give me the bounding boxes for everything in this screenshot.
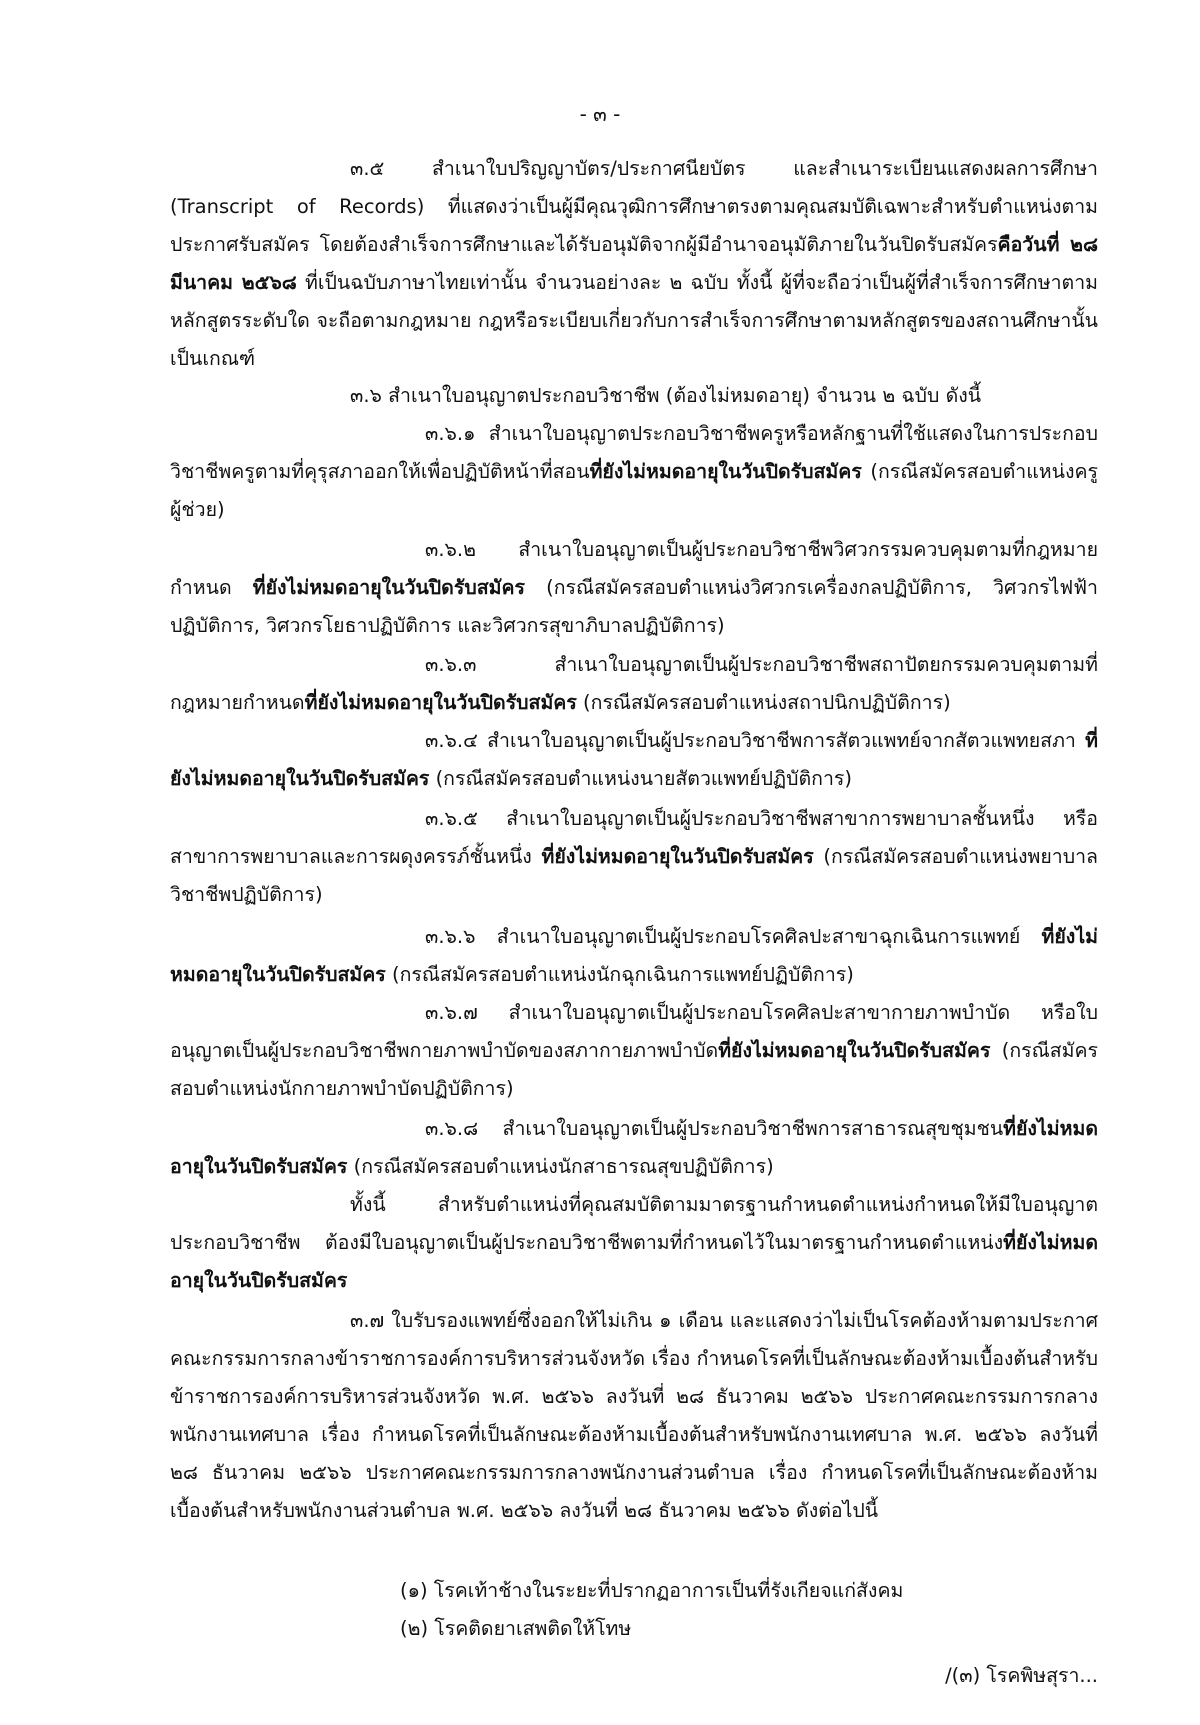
paragraph-3-7: ๓.๗ ใบรับรองแพทย์ซึ่งออกให้ไม่เกิน ๑ เดือน และแสดงว่าไม่เป็นโรคต้องห้ามตามประกาศคณะกรรมการกลางข้าราชการองค์การบริหารส่วนจังหวัด เรื่อง กำหนดโรคที่เป็นลักษณะต้องห้ามเบื้องต้นสำหรับข้าราชการองค์การบริหารส่วนจังหวัด พ.ศ. ๒๕๖๖ ลงวันที่ ๒๘ ธันวาคม ๒๕๖๖ ประกาศคณะกรรมการกลางพนักงานเทศบาล เรื่อง กำหนดโรคที่เป็นลักษณะต้องห้ามเบื้องต้นสำหรับพนักงานเทศบาล พ.ศ. ๒๕๖๖ ลงวันที่ ๒๘ ธันวาคม ๒๕๖๖ ประกาศคณะกรรมการกลางพนักงานส่วนตำบล เรื่อง กำหนดโรคที่เป็นลักษณะต้องห้ามเบื้องต้นสำหรับพนักงานส่วนตำบล พ.ศ. ๒๕๖๖ ลงวันที่ ๒๘ ธันวาคม ๒๕๖๖ ดังต่อไปนี้ [170, 1309, 1098, 1522]
section-3-6-8 [170, 1110, 1098, 1186]
paragraph-3-6-6: ๓.๖.๖ สำเนาใบอนุญาตเป็นผู้ประกอบโรคศิลปะสาขาฉุกเฉินการแพทย์ ที่ยังไม่หมดอายุในวันปิดรับสมัคร (กรณีสมัครสอบตำแหน่งนักฉุกเฉินการแพทย์ปฏิบัติการ) [170, 925, 1098, 986]
section-3-7 [170, 1302, 1098, 1530]
paragraph-3-6-7: ๓.๖.๗ สำเนาใบอนุญาตเป็นผู้ประกอบโรคศิลปะสาขากายภาพบำบัด หรือใบอนุญาตเป็นผู้ประกอบวิชาชีพกายภาพบำบัดของสภากายภาพบำบัดที่ยังไม่หมดอายุในวันปิดรับสมัคร (กรณีสมัครสอบตำแหน่งนักกายภาพบำบัดปฏิบัติการ) [170, 1001, 1098, 1100]
section-3-6-6 [170, 918, 1098, 994]
section-3-6-3 [170, 646, 1098, 722]
section-note [170, 1186, 1098, 1300]
list-item: (๒) โรคติดยาเสพติดให้โทษ [400, 1617, 632, 1640]
section-3-5 [170, 150, 1098, 378]
paragraph-3-6-3: ๓.๖.๓ สำเนาใบอนุญาตเป็นผู้ประกอบวิชาชีพสถาปัตยกรรมควบคุมตามที่กฎหมายกำหนดที่ยังไม่หมดอายุในวันปิดรับสมัคร (กรณีสมัครสอบตำแหน่งสถาปนิกปฏิบัติการ) [170, 653, 1098, 714]
continuation-marker: /(๓) โรคพิษสุรา... [945, 1664, 1098, 1687]
page-number: - ๓ - [579, 102, 621, 126]
section-3-6-1 [170, 415, 1098, 529]
paragraph-3-6-1: ๓.๖.๑ สำเนาใบอนุญาตประกอบวิชาชีพครูหรือหลักฐานที่ใช้แสดงในการประกอบวิชาชีพครูตามที่คุรุสภาออกให้เพื่อปฏิบัติหน้าที่สอนที่ยังไม่หมดอายุในวันปิดรับสมัคร (กรณีสมัครสอบตำแหน่งครูผู้ช่วย) [170, 422, 1098, 521]
disease-list [170, 1572, 1098, 1648]
paragraph-3-6-2: ๓.๖.๒ สำเนาใบอนุญาตเป็นผู้ประกอบวิชาชีพวิศวกรรมควบคุมตามที่กฎหมายกำหนด ที่ยังไม่หมดอายุในวันปิดรับสมัคร (กรณีสมัครสอบตำแหน่งวิศวกรเครื่องกลปฏิบัติการ, วิศวกรไฟฟ้าปฏิบัติการ, วิศวกรโยธาปฏิบัติการ และวิศวกรสุขาภิบาลปฏิบัติการ) [170, 538, 1098, 637]
paragraph-3-6-5: ๓.๖.๕ สำเนาใบอนุญาตเป็นผู้ประกอบวิชาชีพสาขาการพยาบาลชั้นหนึ่ง หรือสาขาการพยาบาลและการผดุงครรภ์ชั้นหนึ่ง ที่ยังไม่หมดอายุในวันปิดรับสมัคร (กรณีสมัครสอบตำแหน่งพยาบาลวิชาชีพปฏิบัติการ) [170, 807, 1098, 906]
paragraph-3-5: ๓.๕ สำเนาใบปริญญาบัตร/ประกาศนียบัตร และสำเนาระเบียนแสดงผลการศึกษา (Transcript of Records) ที่แสดงว่าเป็นผู้มีคุณวุฒิการศึกษาตรงตามคุณสมบัติเฉพาะสำหรับตำแหน่งตามประกาศรับสมัคร โดยต้องสำเร็จการศึกษาและได้รับอนุมัติจากผู้มีอำนาจอนุมัติภายในวันปิดรับสมัครคือวันที่ ๒๘ มีนาคม ๒๕๖๘ ที่เป็นฉบับภาษาไทยเท่านั้น จำนวนอย่างละ ๒ ฉบับ ทั้งนี้ ผู้ที่จะถือว่าเป็นผู้ที่สำเร็จการศึกษาตามหลักสูตรระดับใด จะถือตามกฎหมาย กฎหรือระเบียบเกี่ยวกับการสำเร็จการศึกษาตามหลักสูตรของสถานศึกษานั้นเป็นเกณฑ์ [170, 157, 1098, 370]
section-3-6-2 [170, 531, 1098, 645]
section-3-6-4 [170, 722, 1098, 798]
section-3-6-5 [170, 800, 1098, 914]
paragraph-3-6: ๓.๖ สำเนาใบอนุญาตประกอบวิชาชีพ (ต้องไม่หมดอายุ) จำนวน ๒ ฉบับ ดังนี้ [350, 384, 982, 407]
section-3-6-7 [170, 994, 1098, 1108]
section-3-6 [170, 377, 1098, 415]
list-item: (๑) โรคเท้าช้างในระยะที่ปรากฏอาการเป็นที่รังเกียจแก่สังคม [400, 1579, 904, 1602]
paragraph-note: ทั้งนี้ สำหรับตำแหน่งที่คุณสมบัติตามมาตรฐานกำหนดตำแหน่งกำหนดให้มีใบอนุญาตประกอบวิชาชีพ ต้องมีใบอนุญาตเป็นผู้ประกอบวิชาชีพตามที่กำหนดไว้ในมาตรฐานกำหนดตำแหน่งที่ยังไม่หมดอายุในวันปิดรับสมัคร [170, 1193, 1098, 1292]
paragraph-3-6-4: ๓.๖.๔ สำเนาใบอนุญาตเป็นผู้ประกอบวิชาชีพการสัตวแพทย์จากสัตวแพทยสภา ที่ยังไม่หมดอายุในวันปิดรับสมัคร (กรณีสมัครสอบตำแหน่งนายสัตวแพทย์ปฏิบัติการ) [170, 729, 1098, 790]
paragraph-3-6-8: ๓.๖.๘ สำเนาใบอนุญาตเป็นผู้ประกอบวิชาชีพการสาธารณสุขชุมชนที่ยังไม่หมดอายุในวันปิดรับสมัคร (กรณีสมัครสอบตำแหน่งนักสาธารณสุขปฏิบัติการ) [170, 1117, 1098, 1178]
